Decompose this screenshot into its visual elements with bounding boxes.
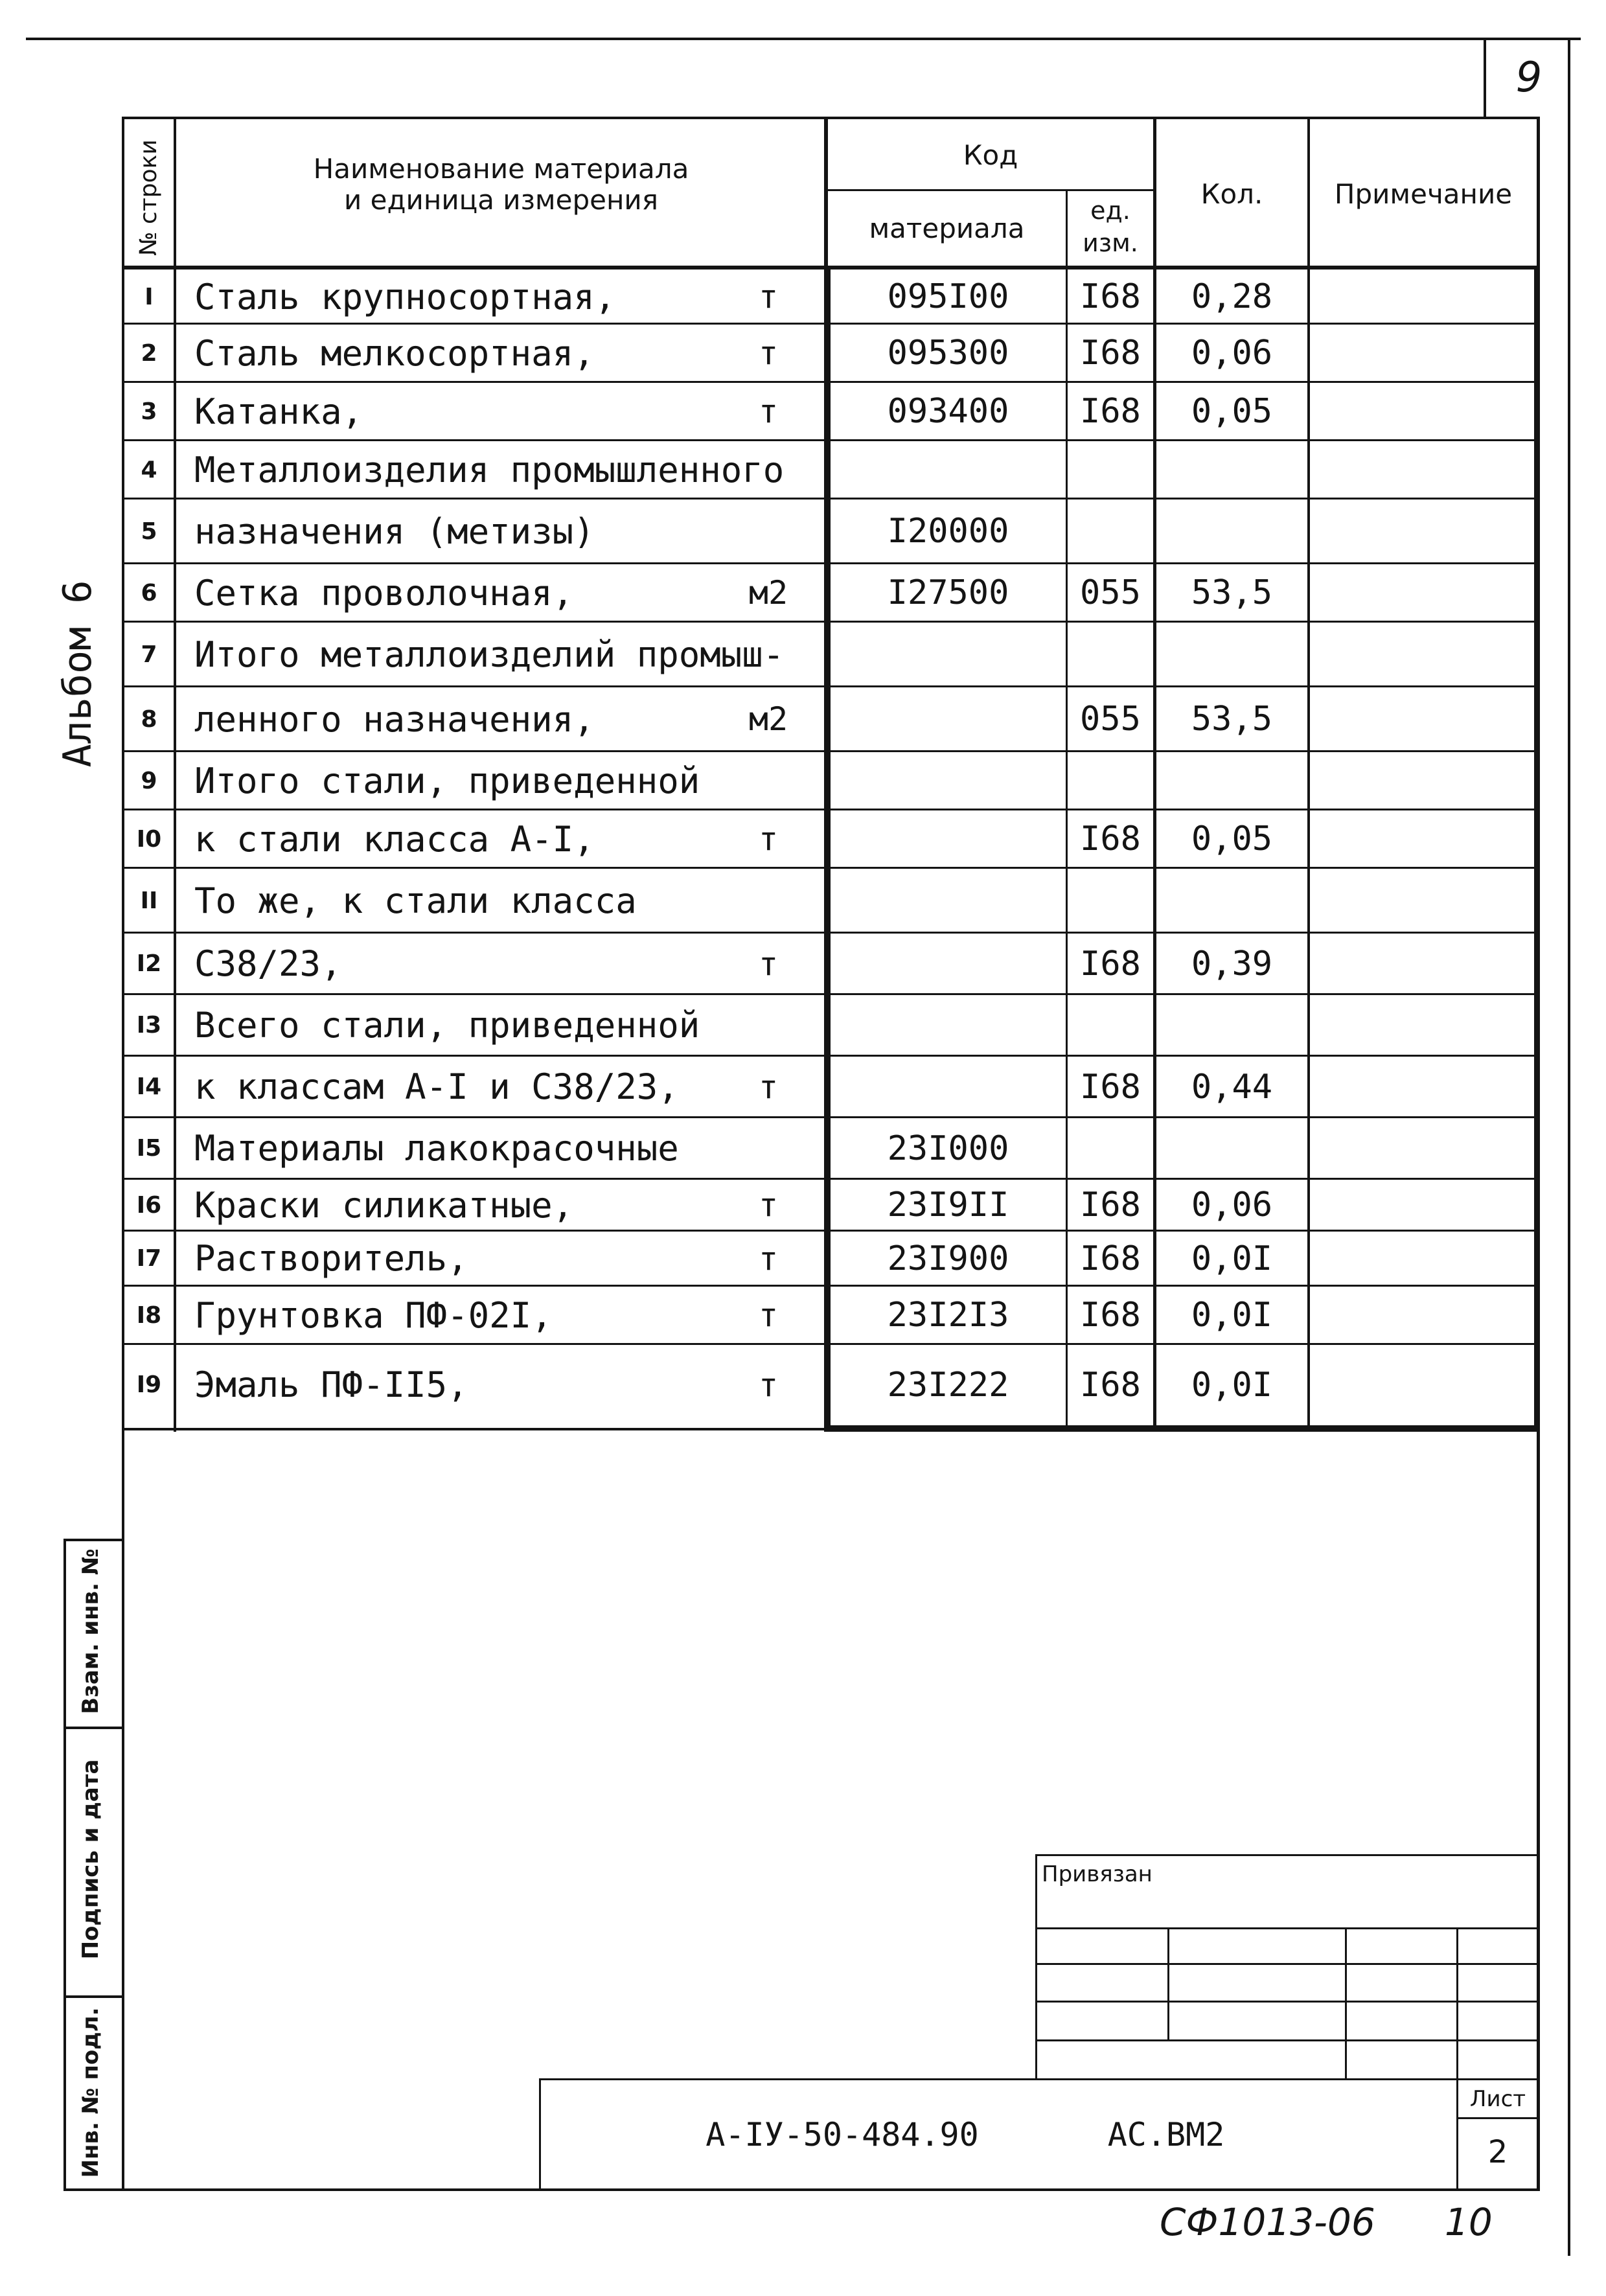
bottom-note: СФ1013-06 xyxy=(1160,2200,1375,2244)
row-unit-code: 055 xyxy=(1080,573,1141,612)
row-material-code xyxy=(831,1056,1066,1118)
row-unit-code xyxy=(1068,868,1153,933)
stamp-vzam-inv: Взам. инв. № xyxy=(78,1548,104,1714)
row-unit-code: I68 xyxy=(1080,944,1141,983)
row-unit-code: I68 xyxy=(1080,1067,1141,1107)
row-material-code xyxy=(831,810,1066,868)
row-material-code: I20000 xyxy=(887,512,1009,551)
tb-privyazan-label: Привязан xyxy=(1042,1861,1153,1887)
row-number: 5 xyxy=(141,518,157,545)
row-unit xyxy=(713,994,824,1056)
row-name: назначения (метизы) xyxy=(194,511,595,552)
row-unit-code xyxy=(1068,994,1153,1056)
row-unit: т xyxy=(758,820,779,858)
row-material-code xyxy=(831,994,1066,1056)
row-unit xyxy=(713,441,824,499)
row-number: 2 xyxy=(141,339,157,367)
row-quantity xyxy=(1156,441,1307,499)
header-code: Код xyxy=(963,139,1018,172)
row-unit-code xyxy=(1068,752,1153,810)
row-name: Грунтовка ПФ-02I, xyxy=(194,1294,553,1336)
stamp-signature-date: Подпись и дата xyxy=(78,1759,104,1960)
row-unit-code: I68 xyxy=(1080,1365,1141,1405)
row-material-code: 23I000 xyxy=(887,1129,1009,1168)
row-quantity xyxy=(1156,868,1307,933)
row-unit: т xyxy=(758,945,779,983)
row-quantity: 53,5 xyxy=(1191,573,1273,612)
row-number: 6 xyxy=(141,579,157,606)
row-name: Всего стали, приведенной xyxy=(194,1005,700,1046)
row-number: I0 xyxy=(136,825,162,853)
row-material-code: I27500 xyxy=(887,573,1009,612)
row-material-code: 23I222 xyxy=(887,1365,1009,1405)
row-unit: т xyxy=(758,334,779,372)
row-name: То же, к стали класса xyxy=(194,880,637,921)
row-number: 3 xyxy=(141,398,157,425)
row-unit-code: 055 xyxy=(1080,700,1141,739)
header-note: Примечание xyxy=(1334,178,1513,211)
tb-doc-mark: АС.ВМ2 xyxy=(1107,2116,1225,2153)
row-quantity: 53,5 xyxy=(1191,700,1273,739)
tb-line-1 xyxy=(1035,1927,1540,1929)
row-name: Краски силикатные, xyxy=(194,1184,574,1226)
row-quantity: 0,0I xyxy=(1191,1239,1273,1278)
row-unit-code xyxy=(1068,499,1153,564)
row-unit-code: I68 xyxy=(1080,1186,1141,1224)
col-line-qty xyxy=(1307,117,1310,1432)
row-unit xyxy=(713,499,824,564)
header-name-line2: и единица измерения xyxy=(344,184,658,216)
row-name: Итого металлоизделий промыш- xyxy=(194,634,785,675)
row-material-code xyxy=(831,622,1066,687)
header-qty: Кол. xyxy=(1200,178,1263,211)
row-number: I2 xyxy=(136,950,162,977)
row-quantity: 0,05 xyxy=(1191,392,1273,431)
row-number: I4 xyxy=(136,1073,162,1100)
tb-privyazan-top xyxy=(1035,1854,1540,1856)
row-unit: т xyxy=(758,1296,779,1334)
tb-sheet-number: 2 xyxy=(1487,2134,1508,2170)
row-material-code: 23I900 xyxy=(887,1239,1009,1278)
row-unit-code: I68 xyxy=(1080,334,1141,373)
row-unit: т xyxy=(758,1068,779,1106)
row-name: к стали класса А-I, xyxy=(194,818,595,860)
row-number: 4 xyxy=(141,456,157,483)
tb-left xyxy=(1035,1854,1037,2080)
row-quantity: 0,39 xyxy=(1191,944,1273,983)
row-name: Сталь крупносортная, xyxy=(194,276,616,317)
right-border-line xyxy=(1568,40,1570,2256)
stamp-divider-2 xyxy=(63,1995,122,1998)
row-quantity: 0,05 xyxy=(1191,820,1273,858)
row-quantity xyxy=(1156,499,1307,564)
row-unit xyxy=(713,1118,824,1179)
row-unit-code: I68 xyxy=(1080,1239,1141,1278)
header-code-material: материала xyxy=(869,212,1025,244)
tb-vline-1 xyxy=(1167,1927,1169,2041)
row-number: I8 xyxy=(136,1302,162,1329)
frame-bottom xyxy=(122,2188,1540,2191)
tb-doc-code: А-IУ-50-484.90 xyxy=(705,2116,979,2153)
row-unit: т xyxy=(758,1239,779,1278)
row-material-code xyxy=(831,687,1066,752)
row-unit xyxy=(713,868,824,933)
row-unit-code: I68 xyxy=(1080,392,1141,431)
frame-top xyxy=(122,117,1539,119)
row-unit: т xyxy=(758,1186,779,1224)
row-quantity xyxy=(1156,994,1307,1056)
row-unit: м2 xyxy=(748,700,788,738)
header-row-no: № строки xyxy=(135,139,162,256)
row-unit-code: I68 xyxy=(1080,820,1141,858)
row-number: I3 xyxy=(136,1012,162,1039)
stamp-inv-podl: Инв. № подл. xyxy=(78,2007,104,2178)
row-number: 8 xyxy=(141,706,157,733)
header-code-unit-line2: изм. xyxy=(1083,228,1138,257)
row-quantity xyxy=(1156,752,1307,810)
row-number: I7 xyxy=(136,1245,162,1272)
row-quantity: 0,06 xyxy=(1191,1186,1273,1224)
row-material-code: 23I9II xyxy=(887,1186,1009,1224)
row-unit-code: I68 xyxy=(1080,277,1141,316)
row-number: 7 xyxy=(141,641,157,668)
row-quantity: 0,0I xyxy=(1191,1296,1273,1335)
row-number: I xyxy=(144,283,154,310)
row-unit-code xyxy=(1068,441,1153,499)
header-code-unit-line1: ед. xyxy=(1090,196,1130,225)
row-material-code: 095I00 xyxy=(887,277,1009,316)
tb-vline-2 xyxy=(1345,1927,1347,2078)
row-number: I6 xyxy=(136,1191,162,1219)
row-name: Материалы лакокрасочные xyxy=(194,1128,679,1169)
stamp-outer-left xyxy=(63,1539,66,2191)
row-unit-code xyxy=(1068,1118,1153,1179)
tb-main-top xyxy=(539,2078,1540,2080)
row-quantity: 0,28 xyxy=(1191,277,1273,316)
page-number: 9 xyxy=(1515,54,1543,102)
row-name: Сетка проволочная, xyxy=(194,572,574,614)
row-unit: т xyxy=(758,1366,779,1404)
tb-line-2 xyxy=(1035,1963,1540,1965)
row-unit xyxy=(713,752,824,810)
row-material-code xyxy=(831,933,1066,994)
row-number: I5 xyxy=(136,1135,162,1162)
row-material-code xyxy=(831,868,1066,933)
row-unit: т xyxy=(758,393,779,430)
header-name-line1: Наименование материала xyxy=(313,153,689,185)
row-material-code: 23I2I3 xyxy=(887,1296,1009,1335)
row-name: Растворитель, xyxy=(194,1238,468,1279)
header-code-split-line xyxy=(826,189,1156,191)
tb-line-3 xyxy=(1035,2001,1540,2003)
row-name: Катанка, xyxy=(194,391,363,432)
bottom-page-number: 10 xyxy=(1445,2200,1493,2244)
tb-sheet-divider xyxy=(1456,2117,1540,2119)
top-border-line xyxy=(26,38,1581,40)
row-name: С38/23, xyxy=(194,943,342,984)
row-quantity xyxy=(1156,622,1307,687)
album-label: Альбом 6 xyxy=(55,580,100,768)
row-unit-code: I68 xyxy=(1080,1296,1141,1335)
row-name: Итого стали, приведенной xyxy=(194,760,700,801)
stamp-bottom xyxy=(63,2188,122,2191)
row-name: Металлоизделия промышленного xyxy=(194,449,785,490)
col-line-number xyxy=(174,117,176,1432)
data-block-bottom xyxy=(824,1425,1540,1432)
tb-line-4 xyxy=(1035,2039,1540,2041)
row-material-code xyxy=(831,752,1066,810)
row-quantity: 0,0I xyxy=(1191,1365,1273,1405)
row-number: II xyxy=(140,887,158,914)
row-material-code: 093400 xyxy=(887,392,1009,431)
row-quantity: 0,44 xyxy=(1191,1067,1273,1107)
stamp-divider-1 xyxy=(63,1727,122,1729)
row-name: к классам А-I и С38/23, xyxy=(194,1066,679,1107)
row-number: I9 xyxy=(136,1372,162,1398)
row-unit: т xyxy=(758,278,779,316)
row-quantity: 0,06 xyxy=(1191,334,1273,373)
tb-sheet-label: Лист xyxy=(1469,2085,1526,2112)
page-number-box-divider xyxy=(1484,40,1486,118)
row-material-code xyxy=(831,441,1066,499)
table-bottom-line xyxy=(122,1428,824,1430)
row-material-code: 095300 xyxy=(887,334,1009,373)
row-name: ленного назначения, xyxy=(194,698,595,740)
row-number: 9 xyxy=(141,767,157,794)
row-quantity xyxy=(1156,1118,1307,1179)
row-unit xyxy=(713,622,824,687)
row-unit-code xyxy=(1068,622,1153,687)
tb-main-left xyxy=(539,2078,541,2190)
row-name: Эмаль ПФ-II5, xyxy=(194,1364,468,1405)
row-unit: м2 xyxy=(748,574,788,612)
row-name: Сталь мелкосортная, xyxy=(194,332,595,374)
